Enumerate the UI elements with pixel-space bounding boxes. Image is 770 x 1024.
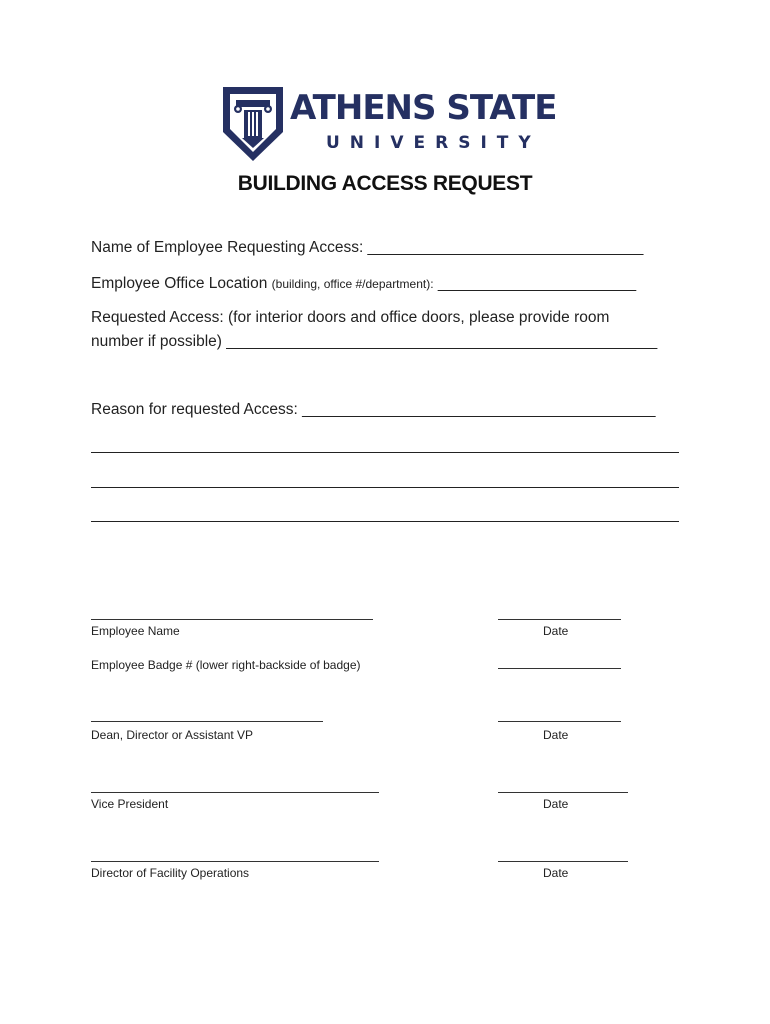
- logo-wordmark-university: UNIVERSITY: [326, 133, 541, 153]
- reason-field[interactable]: Reason for requested Access: _________________________________________: [91, 401, 656, 418]
- office-location-label: Employee Office Location: [91, 275, 268, 292]
- university-logo: [222, 86, 557, 164]
- reason-line-3[interactable]: [91, 521, 679, 522]
- facility-date-label: Date: [543, 866, 569, 880]
- vp-date-label: Date: [543, 797, 569, 811]
- vp-label: Vice President: [91, 797, 169, 811]
- office-location-blank: _______________________: [433, 275, 637, 292]
- logo-wordmark-athens-state: ATHENS STATE: [290, 88, 557, 128]
- reason-line-1[interactable]: [91, 452, 679, 453]
- form-title: BUILDING ACCESS REQUEST: [237, 172, 533, 195]
- requested-access-label: Requested Access: (for interior doors and office doors, please provide room: [91, 309, 610, 326]
- office-location-field[interactable]: [91, 275, 691, 293]
- employee-name-label: Employee Name: [91, 624, 180, 638]
- employee-badge-label: Employee Badge # (lower right-backside of badge): [91, 658, 361, 672]
- employee-date-label: Date: [543, 624, 569, 638]
- dean-date-line[interactable]: [498, 721, 621, 722]
- facility-signature-line[interactable]: [91, 861, 379, 862]
- dean-date-label: Date: [543, 728, 569, 742]
- employee-badge-line[interactable]: [498, 668, 621, 669]
- vp-signature-line[interactable]: [91, 792, 379, 793]
- dean-label: Dean, Director or Assistant VP: [91, 728, 254, 742]
- ionic-column-shield-icon: [222, 86, 284, 162]
- facility-label: Director of Facility Operations: [91, 866, 250, 880]
- facility-date-line[interactable]: [498, 861, 628, 862]
- office-location-hint: (building, office #/department):: [271, 277, 434, 291]
- employee-date-line[interactable]: [498, 619, 621, 620]
- employee-name-signature-line[interactable]: [91, 619, 373, 620]
- employee-name-field[interactable]: Name of Employee Requesting Access: ________________________________: [91, 239, 644, 256]
- reason-line-2[interactable]: [91, 487, 679, 488]
- vp-date-line[interactable]: [498, 792, 628, 793]
- dean-signature-line[interactable]: [91, 721, 323, 722]
- requested-access-field[interactable]: number if possible) __________________________________________________: [91, 333, 658, 350]
